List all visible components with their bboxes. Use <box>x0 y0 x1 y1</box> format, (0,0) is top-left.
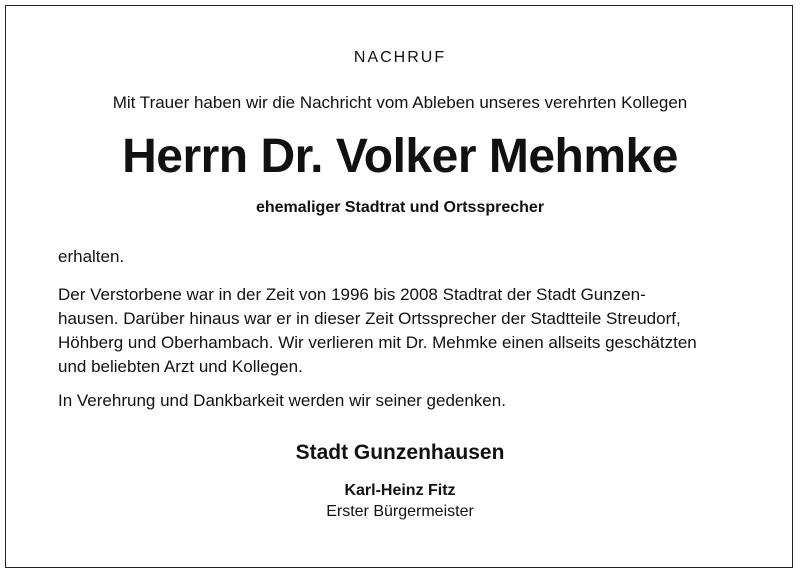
received-line: erhalten. <box>58 247 125 266</box>
deceased-role: ehemaliger Stadtrat und Ortssprecher <box>255 199 545 216</box>
signer-title: Erster Bürgermeister <box>326 503 474 520</box>
notice-heading: NACHRUF <box>353 49 447 66</box>
biography-paragraph: Der Verstorbene war in der Zeit von 1996 bis 2008 Stadtrat der Stadt Gunzen- hausen. Darüber hinaus war er in dieser Zeit Ortssprecher der Stadtteile Streudorf, Höhberg und Oberhambach. Wir verlieren mit Dr. Mehmke einen allseits geschätzten und beliebten Arzt und Kollegen. <box>58 285 697 376</box>
deceased-name: Herrn Dr. Volker Mehmke <box>122 130 678 183</box>
closing-line: In Verehrung und Dankbarkeit werden wir seiner gedenken. <box>58 391 506 410</box>
intro-line: Mit Trauer haben wir die Nachricht vom Ableben unseres verehrten Kollegen <box>112 93 688 112</box>
organization-name: Stadt Gunzenhausen <box>295 441 505 464</box>
signer-name: Karl-Heinz Fitz <box>344 482 456 499</box>
